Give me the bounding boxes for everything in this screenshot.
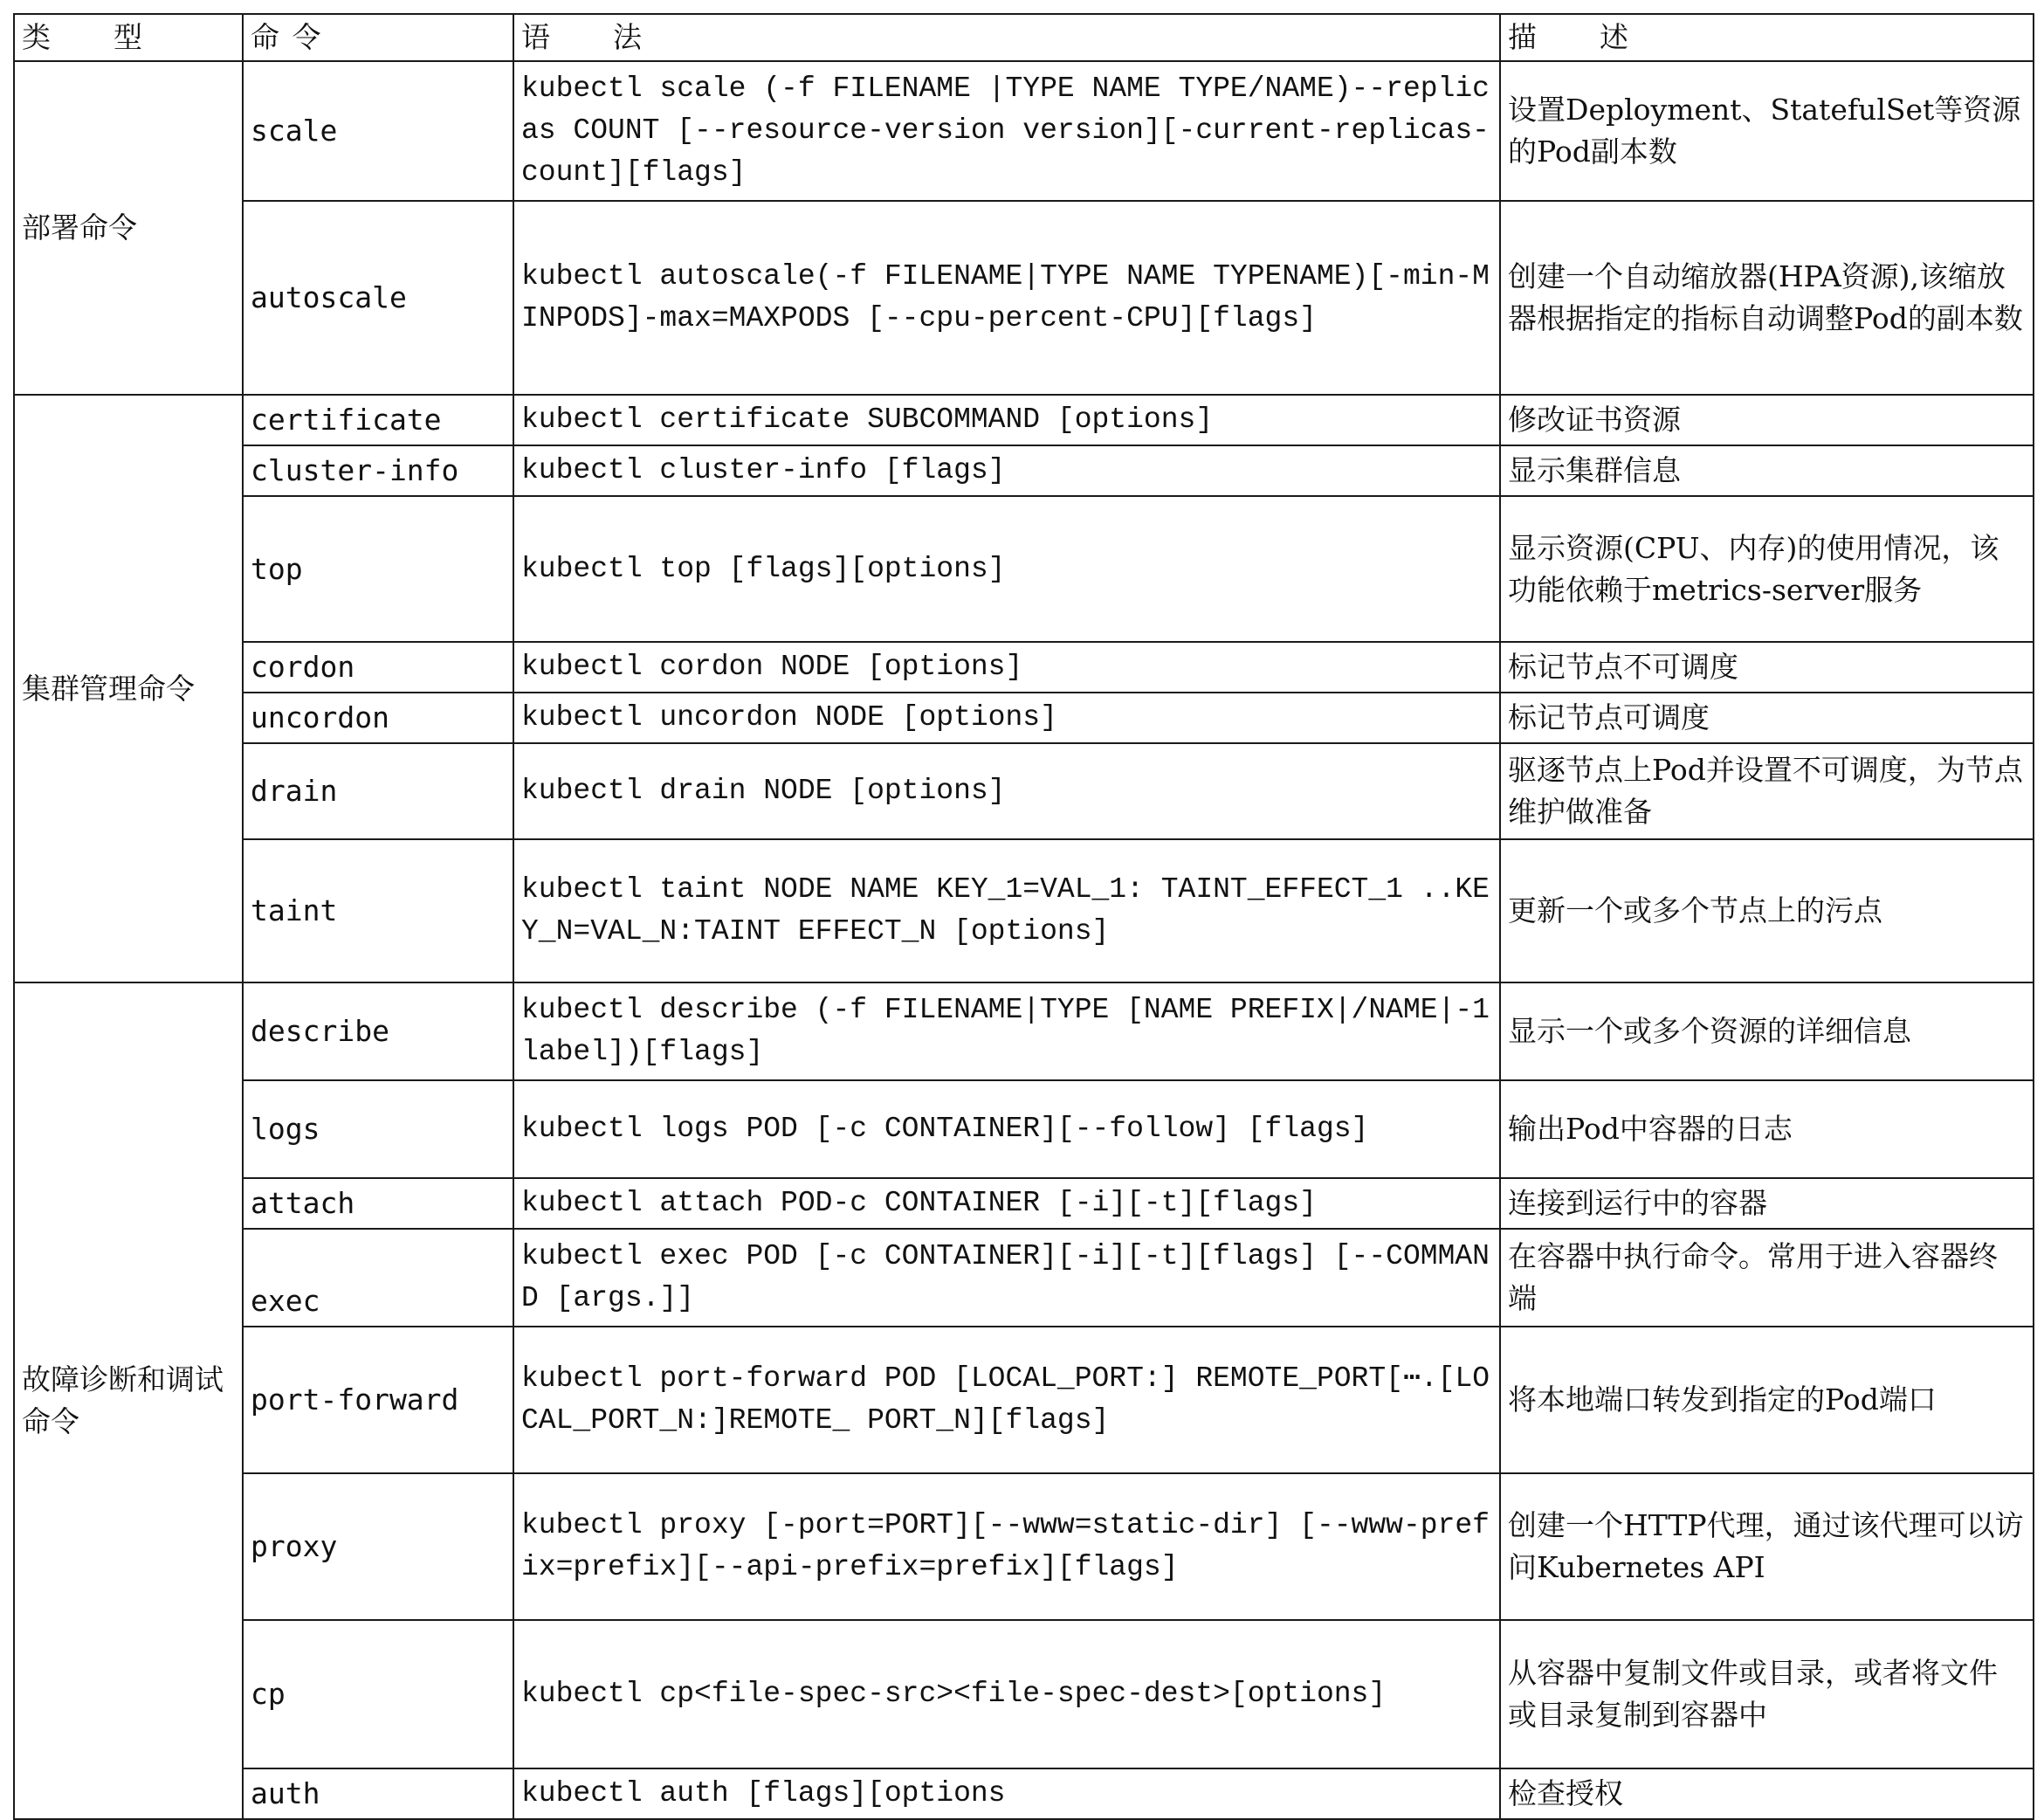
syntax-cell: kubectl taint NODE NAME KEY_1=VAL_1: TAINT_EFFECT_1 ..KEY_N=VAL_N:TAINT EFFECT_N [options] <box>513 839 1500 982</box>
syntax-cell: kubectl cp<file-spec-src><file-spec-dest>[options] <box>513 1620 1500 1768</box>
table-row <box>14 693 2034 743</box>
table-row <box>14 201 2034 395</box>
table-row <box>14 839 2034 982</box>
header-syntax: 语 法 <box>513 14 1500 61</box>
table-row <box>14 1620 2034 1768</box>
table-row <box>14 61 2034 201</box>
description-cell: 显示一个或多个资源的详细信息 <box>1500 982 2034 1080</box>
table-row <box>14 743 2034 839</box>
table-row <box>14 395 2034 445</box>
command-cell: top <box>243 496 513 642</box>
header-description: 描 述 <box>1500 14 2034 61</box>
description-cell: 将本地端口转发到指定的Pod端口 <box>1500 1327 2034 1473</box>
syntax-cell: kubectl cluster-info [flags] <box>513 445 1500 496</box>
command-cell: taint <box>243 839 513 982</box>
description-cell: 输出Pod中容器的日志 <box>1500 1080 2034 1178</box>
description-cell: 检查授权 <box>1500 1768 2034 1819</box>
syntax-cell: kubectl describe (-f FILENAME|TYPE [NAME PREFIX|/NAME|-1 label])[flags] <box>513 982 1500 1080</box>
syntax-cell: kubectl certificate SUBCOMMAND [options] <box>513 395 1500 445</box>
command-cell: port-forward <box>243 1327 513 1473</box>
description-cell: 连接到运行中的容器 <box>1500 1178 2034 1229</box>
table-row <box>14 1080 2034 1178</box>
description-cell: 显示资源(CPU、内存)的使用情况，该功能依赖于metrics-server服务 <box>1500 496 2034 642</box>
syntax-cell: kubectl auth [flags][options <box>513 1768 1500 1819</box>
table-row <box>14 642 2034 693</box>
syntax-cell: kubectl attach POD-c CONTAINER [-i][-t][flags] <box>513 1178 1500 1229</box>
description-cell: 标记节点可调度 <box>1500 693 2034 743</box>
table-row <box>14 496 2034 642</box>
command-cell: certificate <box>243 395 513 445</box>
description-cell: 从容器中复制文件或目录，或者将文件或目录复制到容器中 <box>1500 1620 2034 1768</box>
syntax-cell: kubectl top [flags][options] <box>513 496 1500 642</box>
description-cell: 创建一个自动缩放器(HPA资源),该缩放器根据指定的指标自动调整Pod的副本数 <box>1500 201 2034 395</box>
syntax-cell: kubectl logs POD [-c CONTAINER][--follow] [flags] <box>513 1080 1500 1178</box>
description-cell: 创建一个HTTP代理，通过该代理可以访问Kubernetes API <box>1500 1473 2034 1620</box>
command-cell: cp <box>243 1620 513 1768</box>
command-cell: attach <box>243 1178 513 1229</box>
category-debug: 故障诊断和调试命令 <box>14 982 243 1819</box>
syntax-cell: kubectl drain NODE [options] <box>513 743 1500 839</box>
syntax-cell: kubectl autoscale(-f FILENAME|TYPE NAME TYPENAME)[-min-MINPODS]-max=MAXPODS [--cpu-percent-CPU][flags] <box>513 201 1500 395</box>
table-row <box>14 1327 2034 1473</box>
description-cell: 修改证书资源 <box>1500 395 2034 445</box>
description-cell: 驱逐节点上Pod并设置不可调度，为节点维护做准备 <box>1500 743 2034 839</box>
table-row <box>14 1768 2034 1819</box>
command-cell: cordon <box>243 642 513 693</box>
command-cell: autoscale <box>243 201 513 395</box>
category-deploy: 部署命令 <box>14 61 243 395</box>
description-cell: 标记节点不可调度 <box>1500 642 2034 693</box>
command-cell: exec <box>243 1229 513 1327</box>
description-cell: 设置Deployment、StatefulSet等资源的Pod副本数 <box>1500 61 2034 201</box>
table-row <box>14 1178 2034 1229</box>
syntax-cell: kubectl scale (-f FILENAME |TYPE NAME TYPE/NAME)--replicas COUNT [--resource-version version][-current-replicas-count][flags] <box>513 61 1500 201</box>
syntax-cell: kubectl exec POD [-c CONTAINER][-i][-t][flags] [--COMMAND [args.]] <box>513 1229 1500 1327</box>
category-cluster: 集群管理命令 <box>14 395 243 982</box>
kubectl-command-table <box>13 13 2034 1820</box>
description-cell: 更新一个或多个节点上的污点 <box>1500 839 2034 982</box>
table-header-row <box>14 14 2034 61</box>
command-cell: describe <box>243 982 513 1080</box>
command-cell: cluster-info <box>243 445 513 496</box>
command-cell: scale <box>243 61 513 201</box>
description-cell: 在容器中执行命令。常用于进入容器终端 <box>1500 1229 2034 1327</box>
command-cell: logs <box>243 1080 513 1178</box>
command-cell: proxy <box>243 1473 513 1620</box>
command-cell: drain <box>243 743 513 839</box>
syntax-cell: kubectl cordon NODE [options] <box>513 642 1500 693</box>
syntax-cell: kubectl uncordon NODE [options] <box>513 693 1500 743</box>
table-row <box>14 1473 2034 1620</box>
table-row <box>14 445 2034 496</box>
description-cell: 显示集群信息 <box>1500 445 2034 496</box>
header-command: 命 令 <box>243 14 513 61</box>
syntax-cell: kubectl port-forward POD [LOCAL_PORT:] REMOTE_PORT[⋯.[LOCAL_PORT_N:]REMOTE_ PORT_N][flags] <box>513 1327 1500 1473</box>
header-type: 类 型 <box>14 14 243 61</box>
command-cell: auth <box>243 1768 513 1819</box>
syntax-cell: kubectl proxy [-port=PORT][--www=static-dir] [--www-prefix=prefix][--api-prefix=prefix][flags] <box>513 1473 1500 1620</box>
table-row <box>14 982 2034 1080</box>
table-row <box>14 1229 2034 1327</box>
command-cell: uncordon <box>243 693 513 743</box>
